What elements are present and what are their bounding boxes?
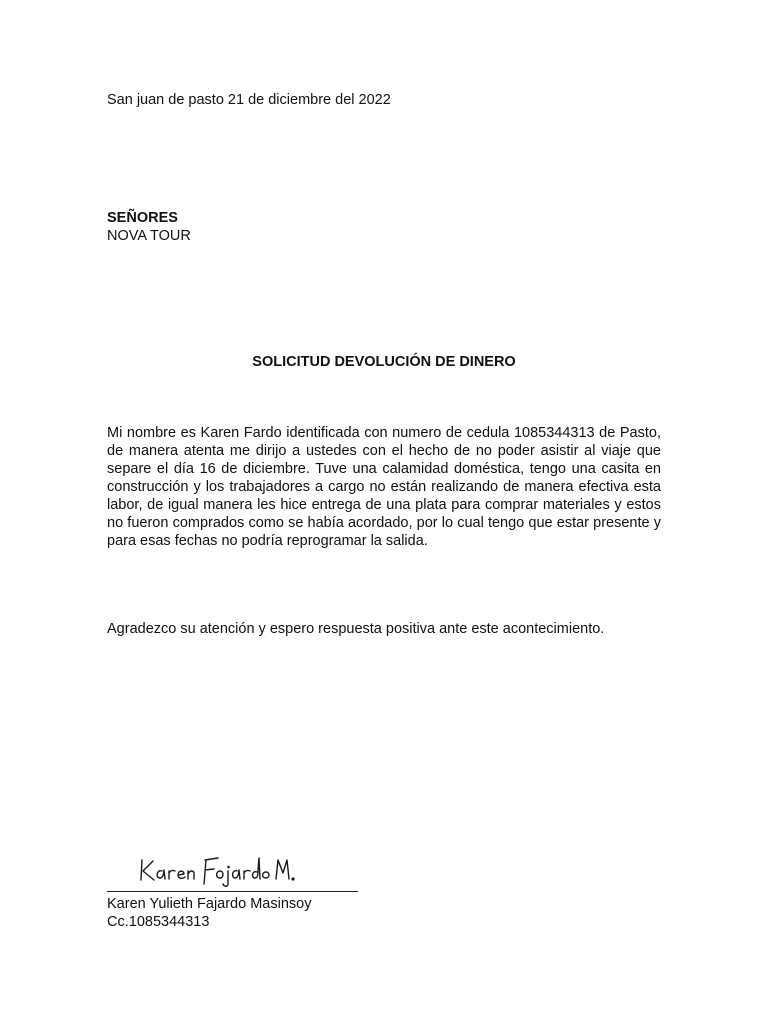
handwritten-signature xyxy=(136,848,296,888)
signer-name: Karen Yulieth Fajardo Masinsoy xyxy=(107,896,312,912)
closing-line: Agradezco su atención y espero respuesta positiva ante este acontecimiento. xyxy=(107,621,605,637)
subject-heading: SOLICITUD DEVOLUCIÓN DE DINERO xyxy=(252,354,516,370)
signer-block xyxy=(107,895,311,931)
signature-line xyxy=(107,891,358,892)
recipient-title: SEÑORES xyxy=(107,210,178,226)
signer-id: Cc.1085344313 xyxy=(107,914,210,930)
date-line: San juan de pasto 21 de diciembre del 2022 xyxy=(107,92,391,108)
recipient-block xyxy=(107,209,191,245)
recipient-company: NOVA TOUR xyxy=(107,228,191,244)
body-paragraph: Mi nombre es Karen Fardo identificada con numero de cedula 1085344313 de Pasto, de manera atenta me dirijo a ustedes con el hecho de no poder asistir al viaje que separe el día 16 de diciembre. Tuve una calamidad doméstica, tengo una casita en construcción y los trabajadores a cargo no están realizando de manera efectiva esta labor, de igual manera les hice entrega de una plata para comprar materiales y estos no fueron comprados como se había acordado, por lo cual tengo que estar presente y para esas fechas no podría reprogramar la salida. xyxy=(107,425,661,549)
